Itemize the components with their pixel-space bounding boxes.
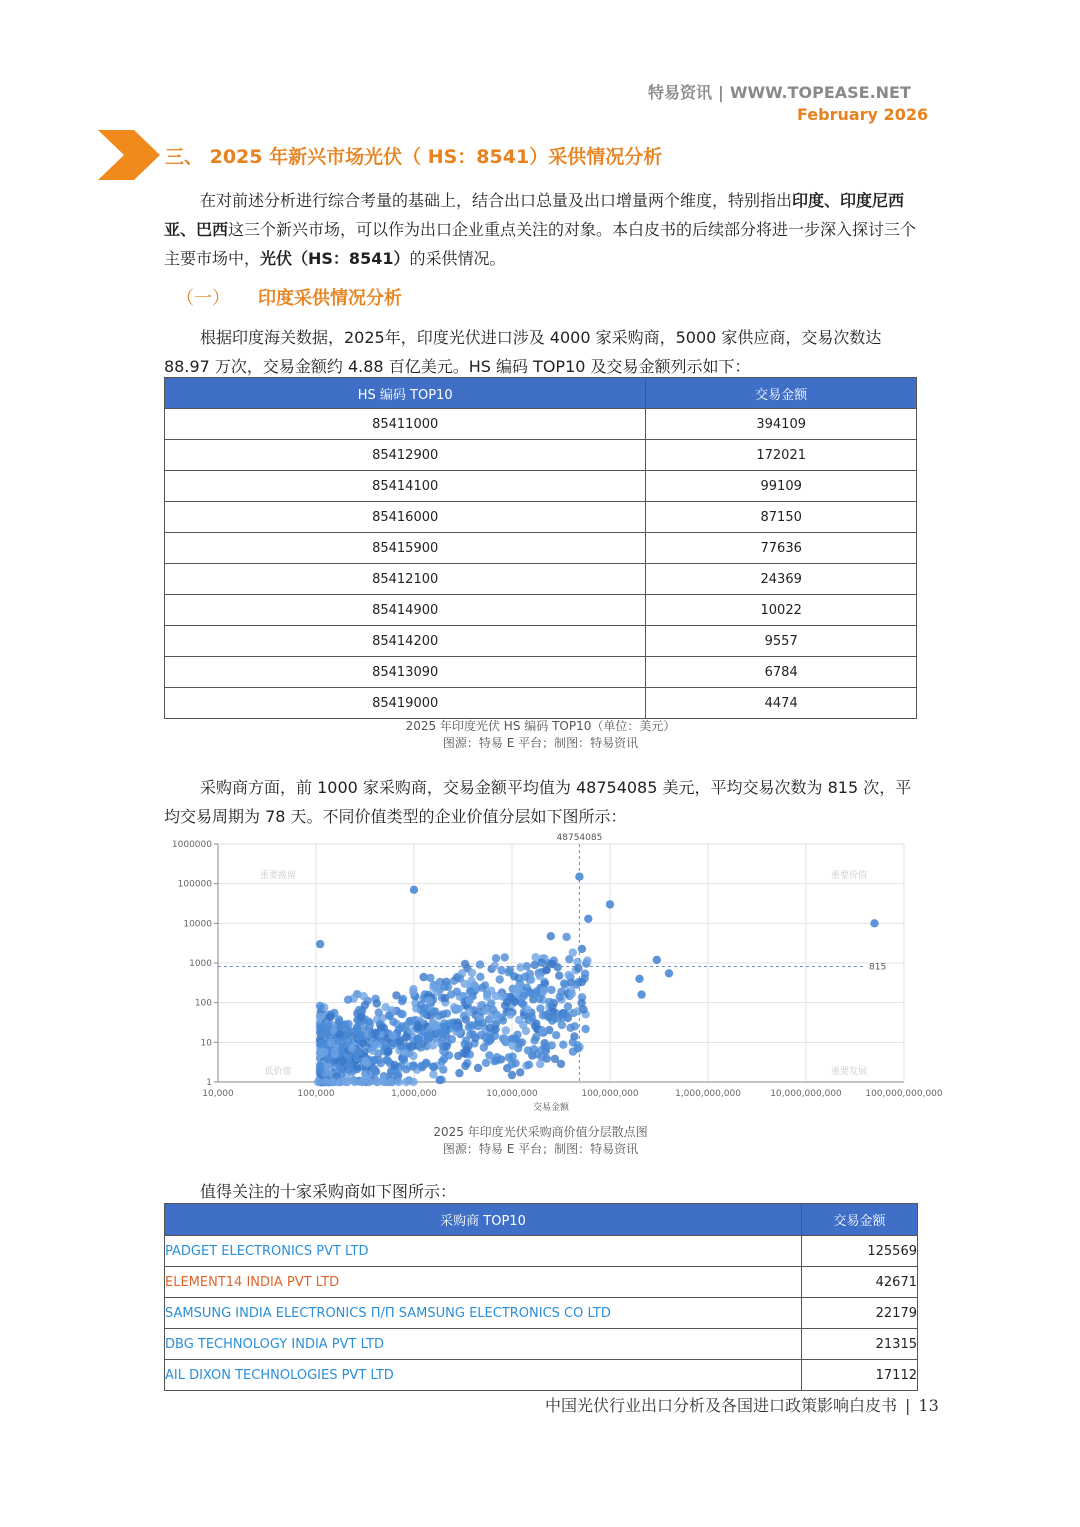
x-tick-label: 10,000 (202, 1089, 234, 1099)
scatter-point (508, 1042, 516, 1050)
scatter-point (354, 1048, 362, 1056)
scatter-point (365, 1018, 373, 1026)
hs-code-cell: 85411000 (165, 409, 646, 440)
scatter-point (653, 956, 661, 964)
scatter-point (316, 1024, 324, 1032)
scatter-point (398, 997, 406, 1005)
hs-caption-title: 2025 年印度光伏 HS 编码 TOP10（单位：美元） (405, 719, 676, 733)
scatter-point (440, 1019, 448, 1027)
scatter-point (400, 1056, 408, 1064)
scatter-point (314, 1078, 322, 1086)
scatter-point (450, 1003, 458, 1011)
scatter-point (358, 1078, 366, 1086)
x-tick-label: 100,000,000,000 (865, 1089, 943, 1099)
scatter-point (542, 1011, 550, 1019)
scatter-point (550, 1014, 558, 1022)
scatter-point (405, 1017, 413, 1025)
hs-code-header: HS 编码 TOP10 (165, 378, 646, 409)
buyer-value-scatter-chart (164, 830, 943, 1115)
scatter-point (355, 1032, 363, 1040)
scatter-point (361, 1057, 369, 1065)
scatter-point (537, 958, 545, 966)
scatter-point (505, 1053, 513, 1061)
scatter-point (365, 1078, 373, 1086)
scatter-point (486, 1024, 494, 1032)
scatter-point (522, 1027, 530, 1035)
scatter-point (429, 1070, 437, 1078)
header-date: February 2026 (797, 105, 929, 124)
buyer-paragraph (164, 773, 918, 831)
quadrant-label: 重要挽留 (259, 871, 297, 881)
footer-divider: | (905, 1396, 911, 1415)
amount-cell: 77636 (646, 533, 917, 564)
scatter-point (410, 886, 418, 894)
top-buyers-intro-text: 值得关注的十家采购商如下图所示： (200, 1182, 457, 1201)
scatter-point (316, 1013, 324, 1021)
hs-code-cell: 85416000 (165, 502, 646, 533)
scatter-point (541, 1043, 549, 1051)
scatter-point (521, 973, 529, 981)
scatter-point (564, 1002, 572, 1010)
table-row (165, 471, 917, 502)
table-header-row (165, 378, 917, 409)
scatter-point (409, 1052, 417, 1060)
header-brand (648, 80, 911, 103)
scatter-point (469, 1022, 477, 1030)
scatter-point (455, 1069, 463, 1077)
scatter-point (536, 972, 544, 980)
scatter-point (316, 1002, 324, 1010)
amount-cell: 6784 (646, 657, 917, 688)
scatter-point (552, 1031, 560, 1039)
scatter-point (448, 1035, 456, 1043)
scatter-point (476, 960, 484, 968)
scatter-point (564, 971, 572, 979)
scatter-point (417, 1043, 425, 1051)
scatter-point (562, 933, 570, 941)
scatter-point (418, 1063, 426, 1071)
hs-code-cell: 85419000 (165, 688, 646, 719)
scatter-point (325, 1013, 333, 1021)
india-paragraph (164, 323, 918, 381)
scatter-point (357, 1013, 365, 1021)
scatter-point (370, 1065, 378, 1073)
scatter-point (483, 993, 491, 1001)
scatter-point (377, 1023, 385, 1031)
table-row (165, 657, 917, 688)
hs-code-cell: 85412100 (165, 564, 646, 595)
table-row (165, 1329, 918, 1360)
scatter-point (583, 956, 591, 964)
hs-code-cell: 85415900 (165, 533, 646, 564)
scatter-point (373, 1078, 381, 1086)
scatter-point (476, 973, 484, 981)
scatter-point (606, 900, 614, 908)
scatter-point (438, 1057, 446, 1065)
scatter-point (409, 1061, 417, 1069)
quadrant-label: 重要发展 (830, 1067, 868, 1077)
buyer-amount-cell: 17112 (802, 1360, 918, 1391)
scatter-point (574, 964, 582, 972)
x-tick-label: 10,000,000 (486, 1089, 538, 1099)
scatter-point (546, 998, 554, 1006)
buyer-header: 采购商 TOP10 (165, 1204, 802, 1236)
scatter-point (547, 986, 555, 994)
scatter-point (435, 1012, 443, 1020)
scatter-point (540, 987, 548, 995)
scatter-point (528, 1013, 536, 1021)
scatter-point (558, 1021, 566, 1029)
scatter-point (361, 1001, 369, 1009)
chart-caption (164, 1124, 917, 1158)
scatter-point (384, 1047, 392, 1055)
buyer-amount-cell: 125569 (802, 1236, 918, 1267)
scatter-point (462, 1036, 470, 1044)
amount-cell: 394109 (646, 409, 917, 440)
scatter-point (382, 1003, 390, 1011)
y-tick-label: 10000 (183, 919, 212, 930)
scatter-point (566, 1024, 574, 1032)
scatter-point (414, 1021, 422, 1029)
scatter-point (530, 1036, 538, 1044)
buyer-name-link[interactable]: SAMSUNG INDIA ELECTRONICS П/П SAMSUNG ELECTRONICS CO LTD (165, 1298, 802, 1329)
scatter-point (426, 974, 434, 982)
scatter-point (372, 1041, 380, 1049)
scatter-point (461, 1062, 469, 1070)
scatter-point (439, 1065, 447, 1073)
table-row (165, 502, 917, 533)
table-row (165, 688, 917, 719)
scatter-point (445, 1051, 453, 1059)
table-row (165, 1236, 918, 1267)
scatter-point (635, 975, 643, 983)
buyer-amount-cell: 42671 (802, 1267, 918, 1298)
scatter-point (523, 1005, 531, 1013)
scatter-point (327, 1039, 335, 1047)
scatter-point (569, 1038, 577, 1046)
scatter-point (581, 1025, 589, 1033)
scatter-point (359, 992, 367, 1000)
header-divider: | (718, 83, 724, 102)
scatter-point (387, 1078, 395, 1086)
scatter-point (430, 1063, 438, 1071)
scatter-point (560, 1010, 568, 1018)
scatter-point (331, 1050, 339, 1058)
scatter-point (584, 915, 592, 923)
scatter-point (516, 963, 524, 971)
scatter-point (502, 1026, 510, 1034)
scatter-point (559, 1041, 567, 1049)
x-tick-label: 100,000 (297, 1089, 335, 1099)
scatter-point (437, 1076, 445, 1084)
table-row (165, 595, 917, 626)
page-number: 13 (918, 1396, 939, 1415)
scatter-point (465, 1008, 473, 1016)
y-tick-label: 10 (200, 1038, 212, 1049)
buyer-table (164, 1203, 918, 1391)
table-row (165, 409, 917, 440)
table-row (165, 564, 917, 595)
intro-highlight-hs: 光伏（HS：8541） (260, 249, 410, 268)
subsection-label: 印度采供情况分析 (258, 288, 402, 309)
scatter-point (482, 1059, 490, 1067)
scatter-point (492, 954, 500, 962)
buyer-text: 采购商方面，前 1000 家采购商，交易金额平均值为 48754085 美元，平均交易次数为 815 次，平均交易周期为 78 天。不同价值类型的企业价值分层如下图所示： (164, 778, 912, 826)
scatter-point (323, 1030, 331, 1038)
scatter-point (560, 979, 568, 987)
scatter-point (348, 1068, 356, 1076)
scatter-point (515, 1016, 523, 1024)
scatter-point (373, 999, 381, 1007)
table-row (165, 440, 917, 471)
scatter-point (320, 1048, 328, 1056)
x-mean-label: 48754085 (556, 833, 603, 843)
scatter-point (538, 1053, 546, 1061)
scatter-point (389, 1018, 397, 1026)
table-row (165, 1298, 918, 1329)
scatter-point (452, 1024, 460, 1032)
scatter-point (506, 1011, 514, 1019)
scatter-point (478, 984, 486, 992)
buyer-name-link[interactable]: DBG TECHNOLOGY INDIA PVT LTD (165, 1329, 802, 1360)
scatter-point (444, 983, 452, 991)
scatter-point (316, 1066, 324, 1074)
x-tick-label: 1,000,000,000 (675, 1089, 741, 1099)
scatter-point (485, 1051, 493, 1059)
page-footer (545, 1393, 939, 1416)
intro-highlight-markets: 印度、印度尼西亚、巴西 (164, 191, 905, 239)
top-buyers-intro (164, 1177, 918, 1206)
x-axis-label: 交易金额 (532, 1103, 570, 1113)
hs-code-table (164, 377, 917, 719)
y-tick-label: 1000000 (171, 840, 212, 850)
scatter-point (402, 1065, 410, 1073)
scatter-point (516, 1068, 524, 1076)
scatter-point (501, 953, 509, 961)
amount-cell: 99109 (646, 471, 917, 502)
scatter-point (344, 996, 352, 1004)
scatter-point (459, 1049, 467, 1057)
amount-cell: 4474 (646, 688, 917, 719)
scatter-point (477, 1031, 485, 1039)
amount-header: 交易金额 (646, 378, 917, 409)
scatter-point (568, 990, 576, 998)
y-mean-label: 815 (869, 962, 887, 973)
subsection-title (176, 284, 402, 310)
scatter-point (469, 1030, 477, 1038)
scatter-point (409, 988, 417, 996)
scatter-point (396, 1037, 404, 1045)
intro-paragraph (164, 186, 918, 273)
buyer-amount-cell: 22179 (802, 1298, 918, 1329)
scatter-point (425, 1030, 433, 1038)
buyer-amount-cell: 21315 (802, 1329, 918, 1360)
buyer-amount-header: 交易金额 (802, 1204, 918, 1236)
scatter-point (395, 1078, 403, 1086)
hs-code-cell: 85414100 (165, 471, 646, 502)
scatter-point (443, 1009, 451, 1017)
scatter-point (519, 992, 527, 1000)
y-tick-label: 100000 (177, 879, 212, 890)
scatter-point (493, 1012, 501, 1020)
scatter-point (496, 975, 504, 983)
x-tick-label: 1,000,000 (391, 1089, 437, 1099)
scatter-point (341, 1020, 349, 1028)
scatter-point (569, 948, 577, 956)
scatter-point (429, 983, 437, 991)
subsection-number: （一） (176, 288, 230, 309)
table-row (165, 533, 917, 564)
y-tick-label: 1 (206, 1078, 212, 1088)
scatter-point (409, 1078, 417, 1086)
y-tick-label: 100 (194, 998, 212, 1009)
buyer-name-link[interactable]: ELEMENT14 INDIA PVT LTD (165, 1267, 802, 1298)
scatter-point (316, 940, 324, 948)
hs-code-cell: 85413090 (165, 657, 646, 688)
hs-code-cell: 85414200 (165, 626, 646, 657)
scatter-point (491, 962, 499, 970)
scatter-point (474, 1064, 482, 1072)
intro-text-a: 在对前述分析进行综合考量的基础上，结合出口总量及出口增量两个维度，特别指出 (200, 191, 793, 210)
hs-table-caption (164, 718, 917, 752)
footer-title: 中国光伏行业出口分析及各国进口政策影响白皮书 (545, 1396, 898, 1415)
chevron-arrow-icon (98, 130, 160, 180)
scatter-point (317, 1040, 325, 1048)
chart-caption-source: 图源：特易 E 平台；制图：特易资讯 (442, 1142, 639, 1156)
scatter-point (547, 932, 555, 940)
scatter-point (557, 1060, 565, 1068)
brand-name: 特易资讯 (648, 83, 713, 102)
table-row (165, 1267, 918, 1298)
scatter-point (637, 990, 645, 998)
chart-caption-title: 2025 年印度光伏采购商价值分层散点图 (433, 1125, 648, 1139)
amount-cell: 10022 (646, 595, 917, 626)
scatter-point (536, 1060, 544, 1068)
amount-cell: 87150 (646, 502, 917, 533)
quadrant-label: 低价值 (264, 1067, 292, 1077)
table-row (165, 1360, 918, 1391)
scatter-point (539, 1027, 547, 1035)
buyer-name-link[interactable]: PADGET ELECTRONICS PVT LTD (165, 1236, 802, 1267)
amount-cell: 9557 (646, 626, 917, 657)
scatter-point (447, 990, 455, 998)
scatter-point (321, 1078, 329, 1086)
intro-text-c: 的采供情况。 (409, 249, 506, 268)
scatter-point (398, 1022, 406, 1030)
scatter-point (336, 1078, 344, 1086)
scatter-point (555, 972, 563, 980)
scatter-point (335, 1030, 343, 1038)
scatter-point (390, 1061, 398, 1069)
x-tick-label: 10,000,000,000 (770, 1089, 842, 1099)
scatter-point (530, 1045, 538, 1053)
scatter-point (525, 1061, 533, 1069)
india-text: 根据印度海关数据，2025年，印度光伏进口涉及 4000 家采购商，5000 家供应商，交易次数达 88.97 万次，交易金额约 4.88 百亿美元。HS 编码 TOP10 及交易金额列示如下： (164, 328, 882, 376)
scatter-point (510, 972, 518, 980)
table-header-row (165, 1204, 918, 1236)
hs-code-cell: 85412900 (165, 440, 646, 471)
scatter-point (498, 966, 506, 974)
scatter-point (402, 1078, 410, 1086)
scatter-point (329, 1078, 337, 1086)
scatter-point (556, 993, 564, 1001)
scatter-point (397, 1010, 405, 1018)
scatter-point (501, 1001, 509, 1009)
scatter-point (461, 980, 469, 988)
section-title: 三、 2025 年新兴市场光伏（ HS：8541）采供情况分析 (165, 146, 663, 168)
scatter-point (383, 1056, 391, 1064)
scatter-point (465, 996, 473, 1004)
hs-caption-source: 图源：特易 E 平台；制图：特易资讯 (442, 736, 639, 750)
scatter-point (512, 986, 520, 994)
scatter-point (493, 1053, 501, 1061)
intro-text-b: 这三个新兴市场，可以作为出口企业重点关注的对象。本白皮书的后续部分将进一步深入探讨三个主要市场中， (164, 220, 917, 268)
scatter-point (419, 1009, 427, 1017)
table-row (165, 626, 917, 657)
scatter-point (508, 1071, 516, 1079)
y-tick-label: 1000 (189, 959, 212, 969)
scatter-point (389, 1031, 397, 1039)
scatter-point (468, 969, 476, 977)
scatter-point (665, 969, 673, 977)
scatter-point (380, 1078, 388, 1086)
quadrant-label: 重要价值 (830, 871, 868, 881)
x-tick-label: 100,000,000 (581, 1089, 639, 1099)
scatter-point (437, 1040, 445, 1048)
scatter-point (511, 998, 519, 1006)
scatter-point (466, 987, 474, 995)
scatter-point (351, 1078, 359, 1086)
site-url: WWW.TOPEASE.NET (729, 83, 911, 102)
hs-code-cell: 85414900 (165, 595, 646, 626)
scatter-point (531, 1022, 539, 1030)
scatter-point (870, 919, 878, 927)
scatter-point (415, 1036, 423, 1044)
scatter-point (434, 1029, 442, 1037)
scatter-point (324, 1055, 332, 1063)
scatter-point (324, 1022, 332, 1030)
scatter-point (425, 996, 433, 1004)
amount-cell: 172021 (646, 440, 917, 471)
amount-cell: 24369 (646, 564, 917, 595)
scatter-point (343, 1078, 351, 1086)
buyer-name-link[interactable]: AIL DIXON TECHNOLOGIES PVT LTD (165, 1360, 802, 1391)
scatter-point (579, 1005, 587, 1013)
